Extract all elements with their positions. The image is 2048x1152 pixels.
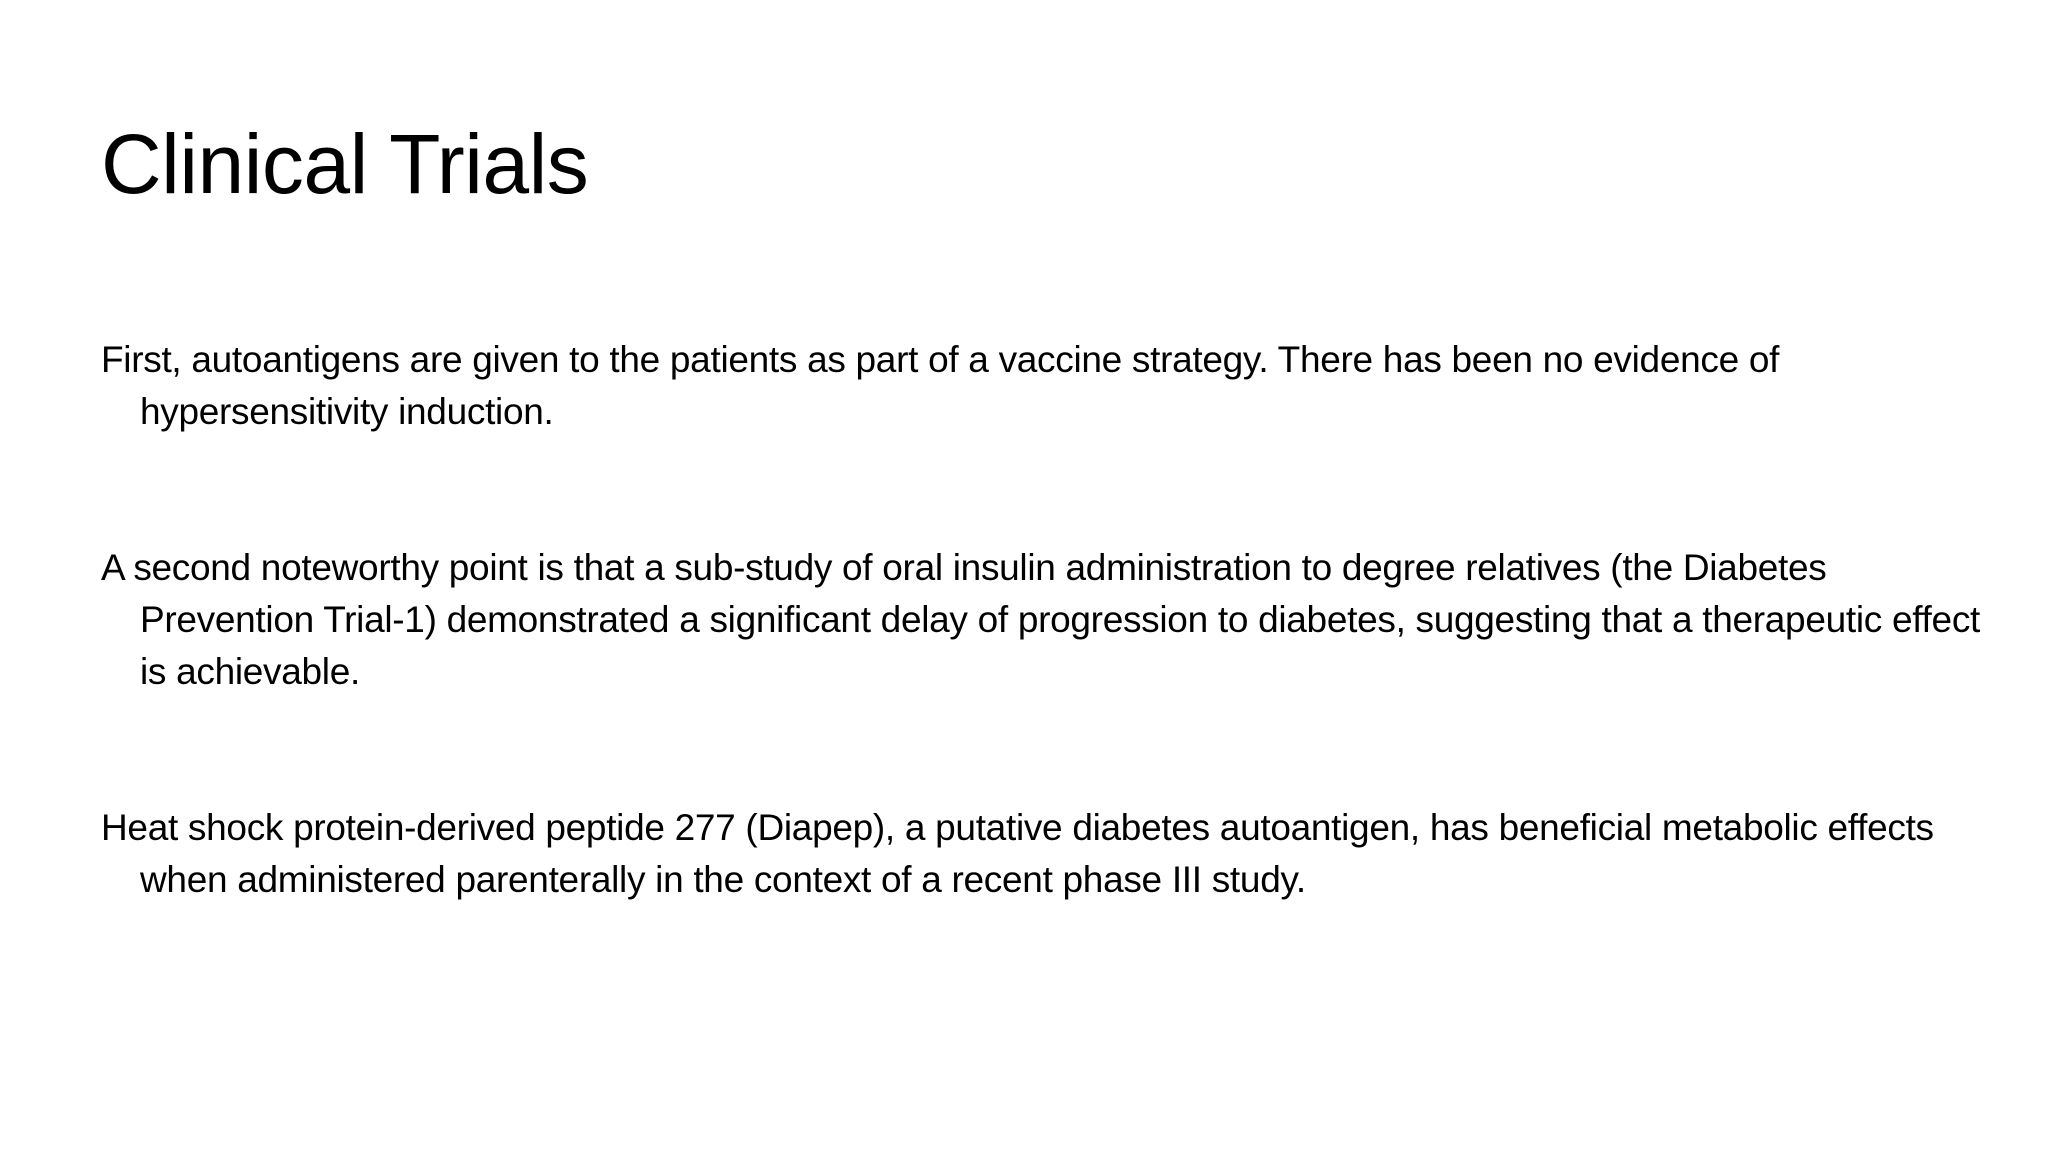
slide-title: Clinical Trials [101,117,589,211]
slide-body [101,334,2001,906]
paragraph-autoantigen-vaccine: First, autoantigens are given to the patients as part of a vaccine strategy. There has been no evidence of hypersensitivity induction. [101,339,1780,432]
paragraph-diapep-peptide: Heat shock protein-derived peptide 277 (Diapep), a putative diabetes autoantigen, has beneficial metabolic effects when administered parenterally in the context of a recent phase III study. [101,807,1934,900]
paragraph-oral-insulin-substudy: A second noteworthy point is that a sub-study of oral insulin administration to degree relatives (the Diabetes Prevention Trial-1) demonstrated a significant delay of progression to diabetes, suggesting that a therapeutic effect is achievable. [101,547,1980,692]
